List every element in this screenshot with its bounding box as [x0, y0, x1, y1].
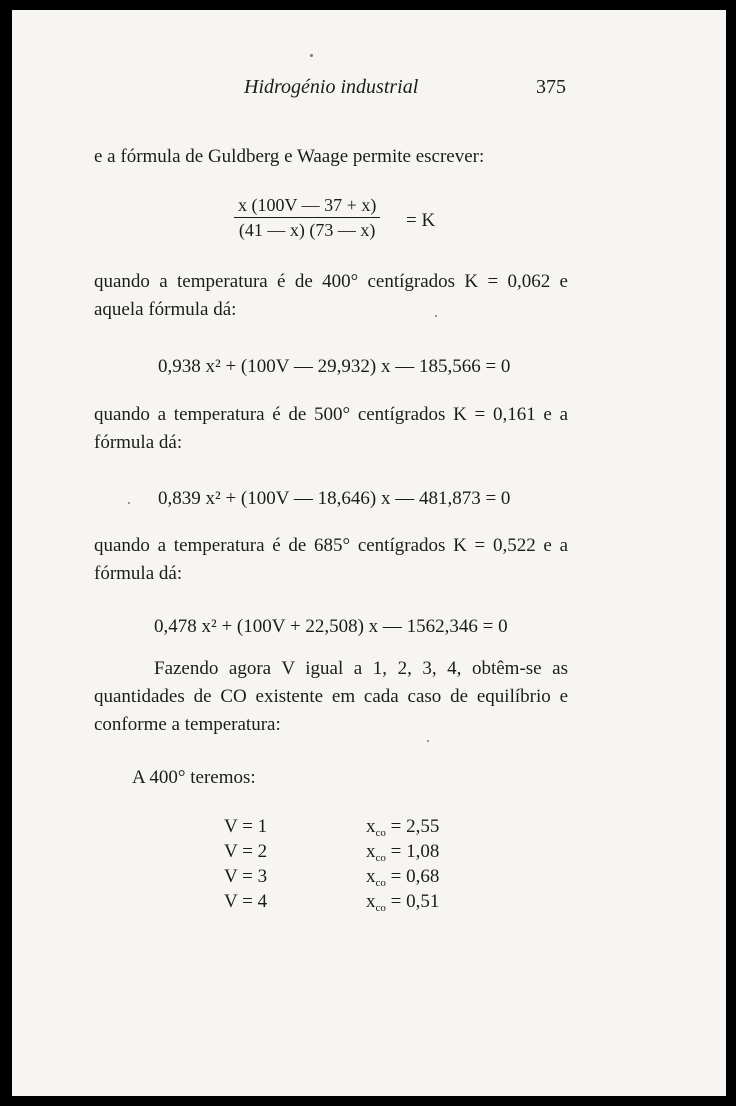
page-number: 375 — [536, 76, 566, 98]
table-x-3: $x_{co} = 0,68$ — [366, 866, 440, 889]
table-x-1: $x_{co} = 2,55$ — [366, 816, 440, 839]
intro-paragraph: e a fórmula de Guldberg e Waage permite escrever: — [94, 146, 485, 167]
table-x-4: $x_{co} = 0,51$ — [366, 891, 440, 914]
equation-400: 0,938 x² + (100V — 29,932) x — 185,566 = 0 — [158, 356, 511, 377]
running-header-title: Hidrogénio industrial — [244, 76, 419, 98]
fraction-denominator: (41 — x) (73 — x) — [238, 220, 376, 240]
fraction-result: = K — [406, 210, 436, 231]
paper-speck — [427, 740, 429, 742]
table-v-2: V = 2 — [224, 841, 268, 862]
subheading-400: A 400° teremos: — [132, 767, 256, 788]
paper-speck — [435, 315, 437, 317]
paragraph-fazendo: Fazendo agora V igual a 1, 2, 3, 4, obtêm-se as quantidades de CO existente em cada caso de equilíbrio e conforme a temperatura: — [94, 658, 568, 735]
paragraph-400: quando a temperatura é de 400° centígrados K = 0,062 e aquela fórmula dá: — [94, 271, 568, 320]
paragraph-685: quando a temperatura é de 685° centígrados K = 0,522 e a fórmula dá: — [94, 535, 568, 584]
book-page — [12, 10, 726, 1096]
fraction-numerator: x (100V — 37 + x) — [234, 194, 380, 218]
equation-685: 0,478 x² + (100V + 22,508) x — 1562,346 = 0 — [154, 616, 508, 637]
paper-speck — [310, 54, 313, 57]
paper-speck — [128, 502, 130, 504]
table-v-1: V = 1 — [224, 816, 268, 837]
paragraph-500: quando a temperatura é de 500° centígrados K = 0,161 e a fórmula dá: — [94, 404, 568, 453]
guldberg-waage-fraction — [234, 194, 380, 241]
table-x-2: $x_{co} = 1,08$ — [366, 841, 440, 864]
table-v-3: V = 3 — [224, 866, 268, 887]
equation-500: 0,839 x² + (100V — 18,646) x — 481,873 = 0 — [158, 488, 511, 509]
table-v-4: V = 4 — [224, 891, 268, 912]
